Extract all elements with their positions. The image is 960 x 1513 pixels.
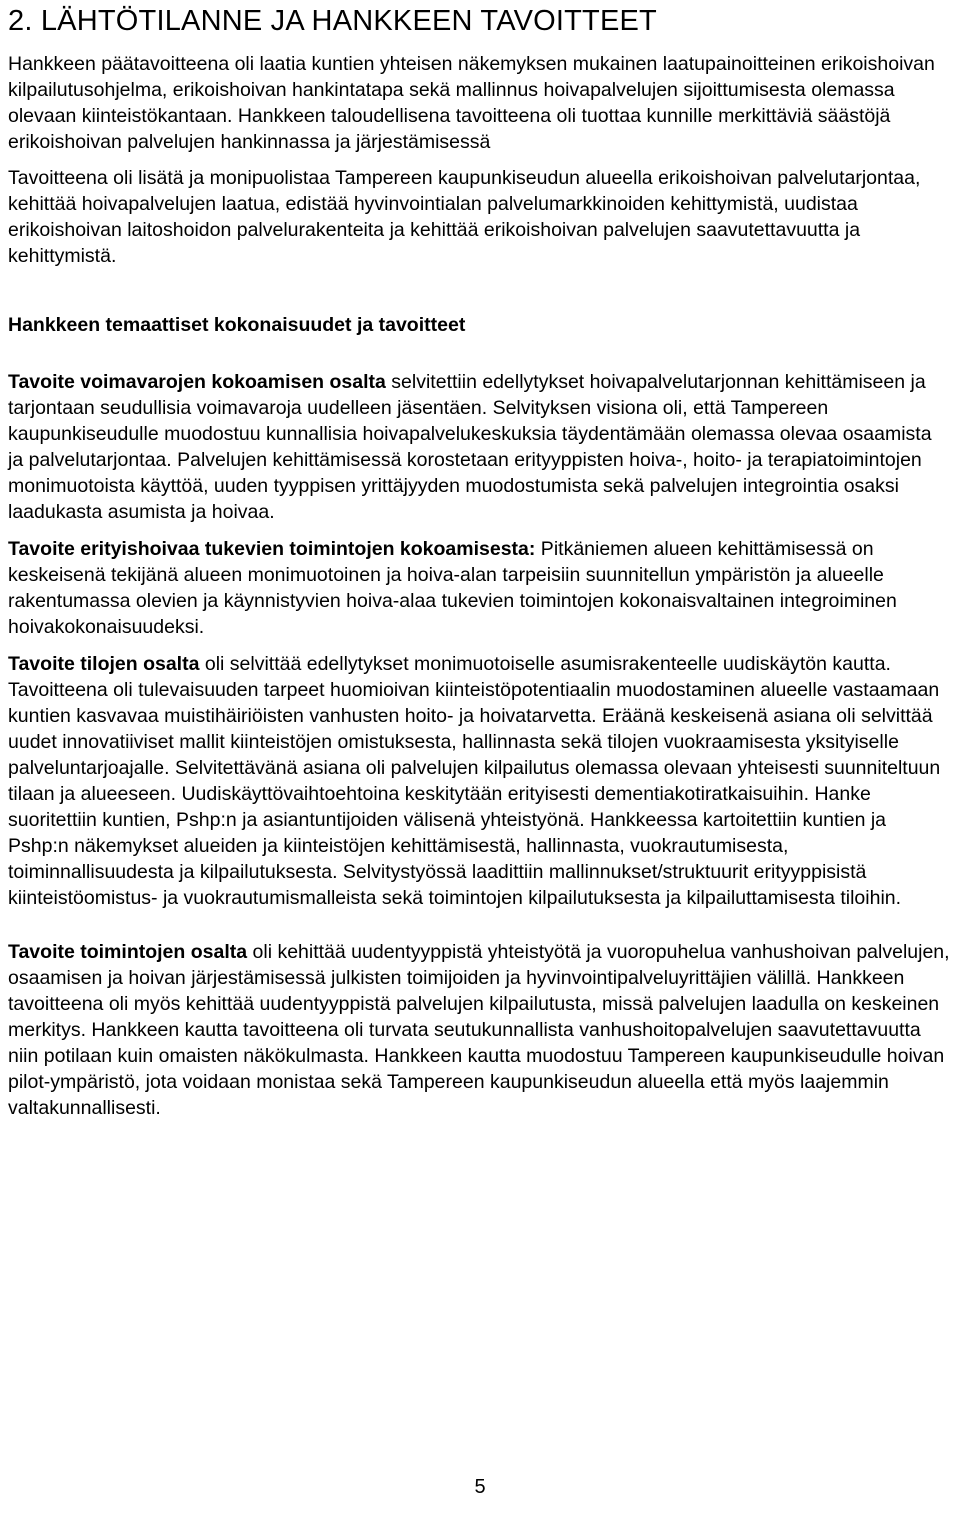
goal-paragraph-special-care bbox=[8, 536, 952, 640]
intro-paragraph-1: Hankkeen päätavoitteena oli laatia kuntien yhteisen näkemyksen mukainen laatupainoitteinen erikoishoivan kilpailutusohjelma, erikoishoivan hankintatapa sekä mallinnus hoivapalvelujen sijoittumisesta olemassa olevaan kiinteistökantaan. Hankkeen taloudellisena tavoitteena oli tuottaa kunnille merkittäviä säästöjä erikoishoivan palvelujen hankinnassa ja järjestämisessä bbox=[8, 53, 935, 153]
page-number: 5 bbox=[474, 1476, 486, 1498]
goal-title: Tavoite erityishoivaa tukevien toimintojen kokoamisesta: bbox=[8, 538, 536, 560]
goal-paragraph-resources bbox=[8, 369, 952, 525]
goal-text: Pitkäniemen alueen kehittämisessä on keskeisenä tekijänä alueen monimuotoinen ja hoiva-alan tarpeisiin suunnitellun ympäristön ja alueelle rakentumassa olevien ja käynnistyvien hoiva-alaa tukevien toimintojen kokonaisvaltainen integroiminen hoivakokonaisuudeksi. bbox=[8, 538, 897, 638]
goal-text: oli selvittää edellytykset monimuotoiselle asumisrakenteelle uudiskäytön kautta. Tavoitteena oli tulevaisuuden tarpeet huomioivan kiinteistöpotentiaalin muodostaminen alueelle vastaamaan kuntien kasvavaa muistihäiriöisten vanhusten hoito- ja hoivatarvetta. Eräänä keskeisenä asiana oli selvittää uudet innovatiiviset mallit kiinteistöjen omistuksesta, hallinnasta sekä tilojen vuokraamisesta yksityiselle palveluntarjoajalle. Selvitettävänä asiana oli palvelujen kilpailutus olemassa olevaan yhteisesti suunniteltuun tilaan ja alueeseen. Uudiskäyttövaihtoehtoina keskitytään erityisesti dementiakotiratkaisuihin. Hanke suoritettiin kuntien, Pshp:n ja asiantuntijoiden välisenä yhteistyönä. Hankkeessa kartoitettiin kuntien ja Pshp:n näkemykset alueiden ja kiinteistöjen kehittämisestä, hallinnasta, vuokrautumisesta, toiminnallisuudesta ja kilpailutuksesta. Selvitystyössä laadittiin mallinnukset/struktuurit erityyppisistä kiinteistöomistus- ja vuokrautumismalleista sekä toimintojen kilpailutuksesta ja kilpailuttamisesta tiloihin. bbox=[8, 653, 941, 909]
goal-title: Tavoite tilojen osalta bbox=[8, 653, 200, 675]
section-heading: Hankkeen temaattiset kokonaisuudet ja tavoitteet bbox=[8, 314, 466, 336]
intro-paragraph-2: Tavoitteena oli lisätä ja monipuolistaa Tampereen kaupunkiseudun alueella erikoishoivan palvelutarjontaa, kehittää hoivapalvelujen laatua, edistää hyvinvointialan palvelumarkkinoiden kehittymistä, uudistaa erikoishoivan laitoshoidon palvelurakenteita ja kehittää erikoishoivan palvelujen saavutettavuutta ja kehittymistä. bbox=[8, 167, 921, 267]
goal-text: selvitettiin edellytykset hoivapalvelutarjonnan kehittämiseen ja tarjontaan seudullisia voimavaroja uudelleen jäsentäen. Selvityksen visiona oli, että Tampereen kaupunkiseudulle muodostuu kunnallisia hoivapalvelukeskuksia täydentämään olemassa olevaa osaamista ja palvelutarjontaa. Palvelujen kehittämisessä korostetaan erityyppisten hoiva-, hoito- ja terapiatoimintojen monimuotoista käyttöä, uuden tyyppisen yrittäjyyden muodostumista sekä palvelujen integrointia osaksi laadukasta asumista ja hoivaa. bbox=[8, 371, 932, 523]
goal-paragraph-premises bbox=[8, 651, 952, 911]
chapter-heading: 2. LÄHTÖTILANNE JA HANKKEEN TAVOITTEET bbox=[8, 5, 657, 37]
document-page bbox=[8, 0, 952, 1121]
goal-text: oli kehittää uudentyyppistä yhteistyötä ja vuoropuhelua vanhushoivan palvelujen, osaamisen ja hoivan järjestämisessä julkisten toimijoiden ja hyvinvointipalveluyrittäjien välillä. Hankkeen tavoitteena oli myös kehittää uudentyyppistä palvelujen kilpailutusta, missä palvelujen laadulla on keskeinen merkitys. Hankkeen kautta tavoitteena oli turvata seutukunnallista vanhushoitopalvelujen saavutettavuutta niin potilaan kuin omaisten näkökulmasta. Hankkeen kautta muodostuu Tampereen kaupunkiseudulle hoivan pilot-ympäristö, jota voidaan monistaa sekä Tampereen kaupunkiseudun alueella että myös laajemmin valtakunnallisesti. bbox=[8, 941, 950, 1119]
goal-title: Tavoite voimavarojen kokoamisen osalta bbox=[8, 371, 386, 393]
goal-title: Tavoite toimintojen osalta bbox=[8, 941, 248, 963]
goal-paragraph-operations bbox=[8, 939, 952, 1121]
